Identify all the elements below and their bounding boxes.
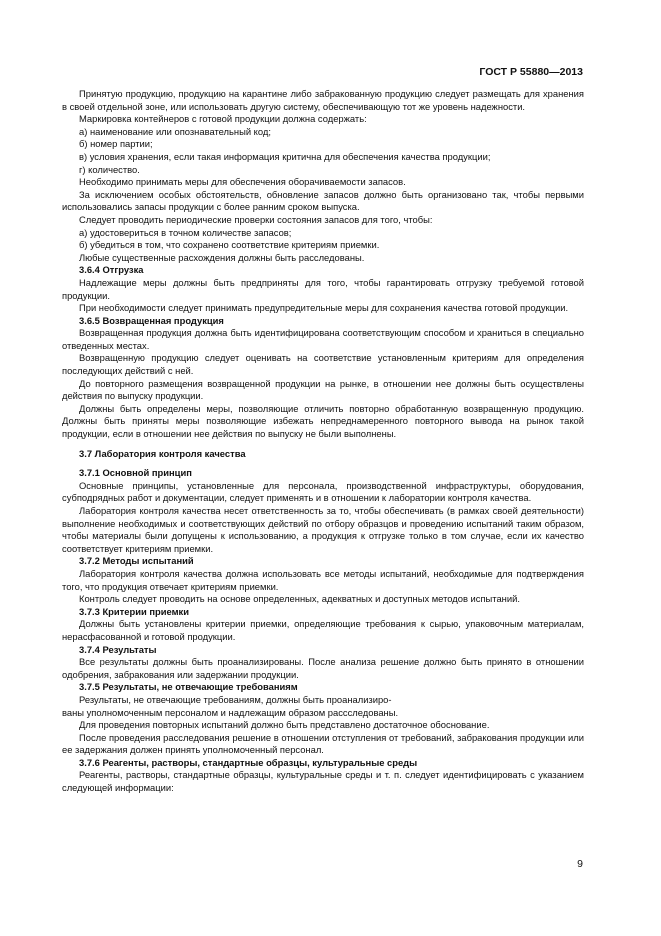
paragraph: Все результаты должны быть проанализированы. После анализа решение должно быть принято в отношении одобрения, забракования или задержании продукции. [62, 656, 584, 680]
paragraph: а) наименование или опознавательный код; [79, 125, 271, 137]
paragraph: Маркировка контейнеров с готовой продукции должна содержать: [79, 113, 367, 125]
section-heading: 3.7.1 Основной принцип [79, 467, 192, 479]
paragraph: Необходимо принимать меры для обеспечения оборачиваемости запасов. [79, 176, 406, 188]
paragraph: Реагенты, растворы, стандартные образцы, культуральные среды и т. п. следует идентифицировать с указанием следующей информации: [62, 769, 584, 794]
paragraph: При необходимости следует принимать предупредительные меры для сохранения качества готовой продукции. [79, 302, 569, 314]
paragraph: Основные принципы, установленные для персонала, производственной инфраструктуры, оборудования, субподрядных работ и документации, следует применять и в отношении к лаборатории контроля качества. [62, 479, 584, 504]
document-body [62, 88, 584, 795]
paragraph: а) удостовериться в точном количестве запасов; [79, 226, 292, 238]
section-heading: 3.7.4 Результаты [79, 643, 157, 655]
page-number: 9 [577, 858, 583, 870]
paragraph: Любые существенные расхождения должны быть расследованы. [79, 251, 365, 263]
document-code: ГОСТ Р 55880—2013 [479, 66, 583, 78]
section-heading: 3.6.4 Отгрузка [79, 264, 144, 276]
paragraph: Лаборатория контроля качества несет ответственность за то, чтобы обеспечивать (в рамках своей деятельности) выполнение необходимых и соответствующих действий по отбору образцов и проведению испытаний таким образом, чтобы материалы были допущены к использованию, а продукция к отгрузке только в том случае, если их качество соответствует критериям приемки. [62, 505, 584, 554]
paragraph: Результаты, не отвечающие требованиям, должны быть проанализиро- [79, 693, 392, 705]
paragraph: После проведения расследования решение в отношении отступления от требований, забракования продукции или ее задержания должен принять уполномоченный персонал. [62, 731, 584, 756]
paragraph: Возвращенная продукция должна быть идентифицирована соответствующим способом и храниться в специально отведенных местах. [62, 327, 584, 351]
section-heading: 3.7.5 Результаты, не отвечающие требованиям [79, 681, 298, 693]
paragraph: Контроль следует проводить на основе определенных, адекватных и доступных методов испытаний. [79, 593, 520, 605]
paragraph: Надлежащие меры должны быть предприняты для того, чтобы гарантировать отгрузку требуемой готовой продукции. [62, 276, 584, 301]
paragraph: Для проведения повторных испытаний должно быть представлено достаточное обоснование. [79, 719, 490, 731]
paragraph: До повторного размещения возвращенной продукции на рынке, в отношении нее должны быть осуществлены действия по выпуску продукции. [62, 377, 584, 402]
paragraph: в) условия хранения, если такая информация критична для обеспечения качества продукции; [79, 150, 491, 162]
section-heading: 3.7.6 Реагенты, растворы, стандартные образцы, культуральные среды [79, 756, 418, 768]
paragraph: Возвращенную продукцию следует оценивать на соответствие установленным критериям для определения последующих действий с ней. [62, 352, 584, 377]
paragraph: Лаборатория контроля качества должна использовать все методы испытаний, необходимые для подтверждения того, что продукция отвечает критериям приемки. [62, 567, 584, 592]
paragraph: б) убедиться в том, что сохранено соответствие критериям приемки. [79, 239, 380, 251]
paragraph: б) номер партии; [79, 138, 153, 150]
section-heading: 3.7.3 Критерии приемки [79, 605, 189, 617]
paragraph: Следует проводить периодические проверки состояния запасов для того, чтобы: [79, 213, 433, 225]
paragraph: Принятую продукцию, продукцию на карантине либо забракованную продукцию следует размещать для хранения в своей отдельной зоне, или использовать другую систему, обеспечивающую тот же уровень надежности. [62, 88, 584, 112]
section-heading: 3.7 Лаборатория контроля качества [79, 447, 246, 459]
paragraph: Должны быть определены меры, позволяющие отличить повторно обработанную возвращенную продукцию. Должны быть приняты меры позволяющие избежать непреднамеренного повторного вывода на рынок такой продукции, если в отношении нее действия по выпуску не были выполнены. [62, 402, 584, 440]
paragraph: За исключением особых обстоятельств, обновление запасов должно быть организовано так, чтобы первыми использовались запасы продукции с более ранним сроком выпуска. [62, 188, 584, 213]
section-heading: 3.6.5 Возвращенная продукция [79, 314, 224, 326]
section-heading: 3.7.2 Методы испытаний [79, 555, 194, 567]
paragraph: ваны уполномоченным персоналом и надлежащим образом рассследованы. [62, 706, 399, 718]
paragraph: Должны быть установлены критерии приемки, определяющие требования к сырью, упаковочным материалам, нерасфасованной и готовой продукции. [62, 618, 584, 642]
paragraph: г) количество. [79, 163, 140, 175]
